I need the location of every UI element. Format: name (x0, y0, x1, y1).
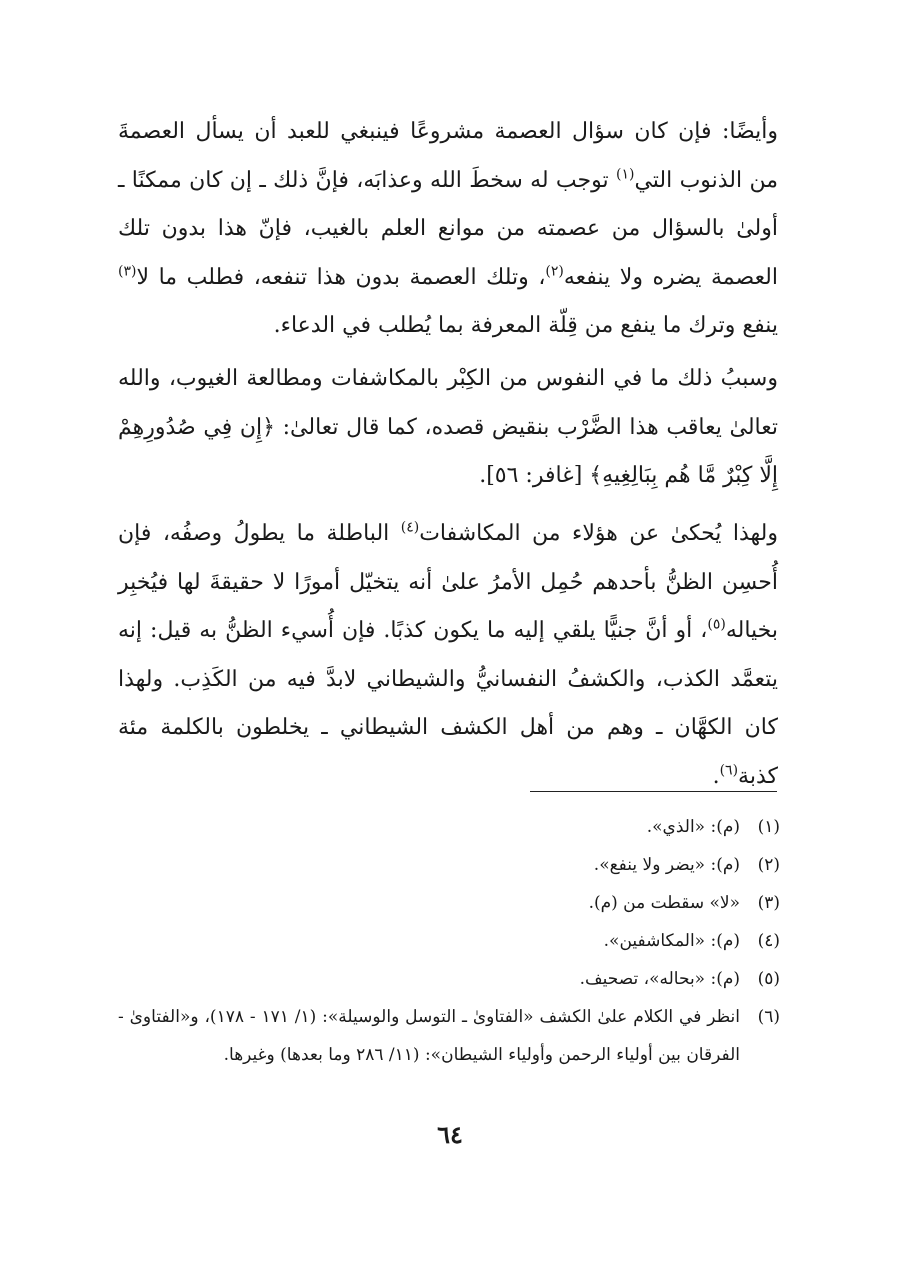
body-paragraph-3 (118, 510, 778, 801)
paragraph-content (118, 510, 778, 801)
footnote-marker: (٤) (400, 519, 420, 536)
text-run: ينفع وترك ما ينفع من قِلّة المعرفة بما يُطلب في الدعاء. (273, 313, 778, 338)
footnote-item (118, 960, 780, 998)
text-run: ، وتلك العصمة بدون هذا تنفعه، فطلب ما لا (136, 264, 546, 290)
text-run: [غافر: ٥٦]. (479, 463, 590, 488)
footnote-marker: (٥) (707, 616, 726, 633)
footnote-number: (١) (757, 817, 780, 837)
footnote-number: (٢) (757, 855, 780, 875)
paragraph-content (118, 108, 778, 351)
footnote-number: (٣) (757, 893, 780, 913)
footnote-number: (٤) (757, 931, 780, 951)
text-run: توجب له سخطَ الله وعذابَه، فإنَّ ذلك ـ إن كان ممكنًا ـ أولىٰ بالسؤال من عصمته من موانع العلم بالغيب، فإنّ هذا بدون تلك العصمة يضره ولا ينفعه (118, 167, 778, 290)
footnote-number: (٥) (757, 969, 780, 989)
footnote-marker: (٣) (118, 263, 137, 280)
footnote-item (118, 808, 780, 846)
footnotes-section (118, 808, 780, 1074)
footnote-marker: (٢) (545, 263, 564, 280)
footnote-divider (530, 791, 777, 792)
body-paragraph-2 (118, 355, 778, 501)
footnote-text: (م): «بحاله»، تصحيف. (579, 969, 740, 989)
footnote-marker: (١) (615, 166, 635, 183)
footnote-item (118, 884, 780, 922)
quran-verse: ﴿إِن فِي صُدُورِهِمْ إِلَّا كِبْرٌ مَّا هُم بِبَالِغِيهِ﴾ (118, 414, 778, 488)
text-run: ولهذا يُحكىٰ عن هؤلاء من المكاشفات (419, 521, 778, 546)
footnote-text: (م): «يضر ولا ينفع». (593, 855, 740, 875)
footnote-text: (م): «الذي». (646, 817, 740, 837)
text-run: وأيضًا: فإن كان سؤال العصمة مشروعًا فينبغي للعبد أن يسأل العصمةَ من الذنوب التي (118, 119, 778, 193)
text-run: وسببُ ذلك ما في النفوس من الكِبْر بالمكاشفات ومطالعة الغيوب، والله تعالىٰ يعاقب هذا الضَّرْب بنقيض قصده، كما قال تعالىٰ: (118, 366, 778, 440)
footnote-item (118, 846, 780, 884)
text-run: ، أو أنَّ جنيًّا يلقي إليه ما يكون كذبًا. فإن أُسيء الظنُّ به قيل: إنه يتعمَّد الكذب، والكشفُ النفسانيُّ والشيطاني لابدَّ فيه من الكَذِب. ولهذا كان الكهَّان ـ وهم من أهل الكشف الشيطاني ـ يخلطون بالكلمة مئة كذبة (118, 618, 778, 789)
footnote-text: (م): «المكاشفين». (603, 931, 740, 951)
footnote-item (118, 922, 780, 960)
text-run: . (712, 763, 720, 789)
paragraph-content (118, 355, 778, 501)
footnote-item (118, 998, 780, 1074)
footnote-text: «لا» سقطت من (م). (588, 893, 740, 913)
body-paragraph-1 (118, 108, 778, 351)
footnote-number: (٦) (757, 1007, 780, 1027)
text-run: الباطلة ما يطولُ وصفُه، فإن أُحسِن الظنُّ بأحدهم حُمِل الأمرُ علىٰ أنه يتخيّل أمورًا لا حقيقةَ لها فيُخبِر بخياله (118, 521, 778, 643)
footnote-text: انظر في الكلام علىٰ الكشف «الفتاوىٰ ـ التوسل والوسيلة»: (١/ ١٧١ - ١٧٨)، و«الفتاوىٰ - الفرقان بين أولياء الرحمن وأولياء الشيطان»: (١١/ ٢٨٦ وما بعدها) وغيرها. (118, 1007, 740, 1065)
page-number: ٦٤ (437, 1120, 463, 1149)
footnote-marker: (٦) (719, 762, 739, 779)
